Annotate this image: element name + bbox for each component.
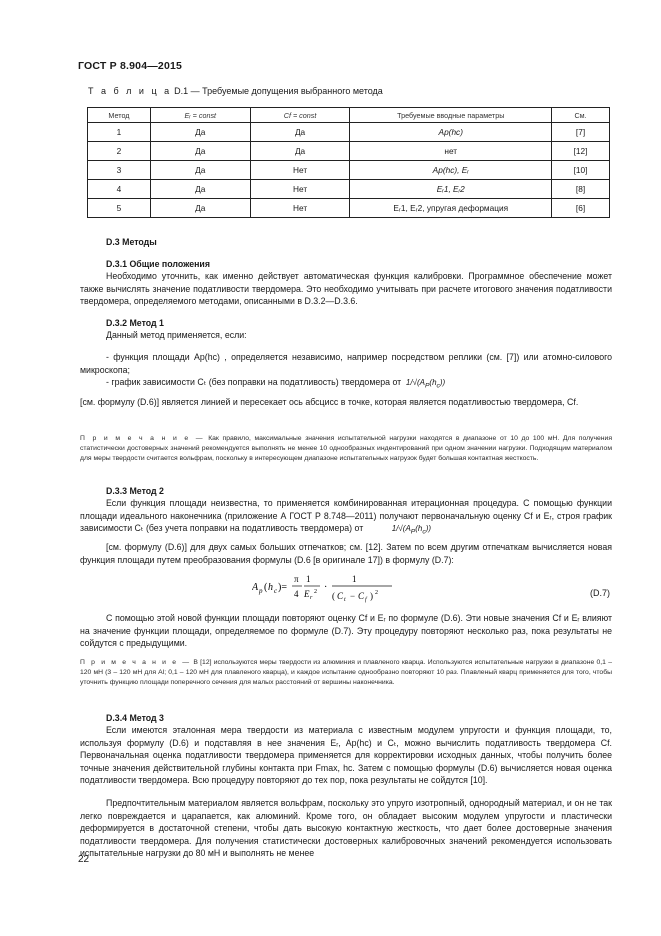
svg-text:π: π <box>294 574 299 584</box>
note-2 <box>80 658 612 689</box>
svg-text:t: t <box>344 597 346 603</box>
equation-d7-graphic <box>252 568 552 612</box>
svg-text:(: ( <box>264 582 268 593</box>
section-d34-title: D.3.4 Метод 3 <box>106 713 164 723</box>
svg-text:)=: )= <box>278 582 287 593</box>
cell: Да <box>250 123 350 142</box>
page-number: 22 <box>78 854 90 865</box>
section-d32-item1: - функция площади Ap(hc) , определяется независимо, например посредством реплики (см. [7]) или атомно-силового микроскопа; <box>80 352 612 375</box>
table-row <box>88 180 610 199</box>
table-row <box>88 142 610 161</box>
svg-text:2: 2 <box>375 590 378 596</box>
document-header: ГОСТ Р 8.904—2015 <box>78 60 183 72</box>
section-d32-title: D.3.2 Метод 1 <box>106 318 164 328</box>
table-header-row <box>88 108 610 123</box>
svg-text:c: c <box>274 587 278 595</box>
table-row <box>88 123 610 142</box>
svg-text:C: C <box>337 591 344 601</box>
section-d32-intro: Данный метод применяется, если: <box>106 330 247 340</box>
cell: Да <box>250 142 350 161</box>
svg-text:−: − <box>350 591 356 601</box>
header-method: Метод <box>88 108 151 123</box>
svg-text:4: 4 <box>294 589 299 599</box>
cell: [12] <box>552 142 610 161</box>
equation-number: (D.7) <box>590 588 610 598</box>
svg-text:C: C <box>358 591 365 601</box>
cell: 5 <box>88 199 151 218</box>
svg-text:1: 1 <box>352 574 357 584</box>
table-row <box>88 161 610 180</box>
cell: 1 <box>88 123 151 142</box>
section-d33-p2: [см. формулу (D.6)] для двух самых больших отпечатков; см. [12]. Затем по всем другим отпечаткам вычисляется новая функция площади путем преобразования формулы (D.6 [в оригинале 17]) в формулу (D.7): <box>80 542 612 565</box>
table-row <box>88 199 610 218</box>
svg-text:p: p <box>259 587 263 595</box>
cell: Ap(hc) <box>350 123 552 142</box>
note-text: Как правило, максимальные значения испытательной нагрузки находятся в диапазоне от 10 до 100 мН. Для получения статистически достоверных значений рекомендуется выполнять не менее 10 однообразных индентирований при одном значении нагрузки. Подходящим материалом для меры твердости считается вольфрам, поскольку в интересующем диапазоне испытательных нагрузок будет большая контактная жесткость. <box>80 435 613 463</box>
sqrt-fraction-formula: $1/√(A_P(h_c))$ <box>403 378 446 390</box>
cell: Eᵣ1, Eᵣ2, упругая деформация <box>350 199 552 218</box>
cell: [8] <box>552 180 610 199</box>
section-d33-p1 <box>80 497 612 539</box>
cell: [6] <box>552 199 610 218</box>
sqrt-fraction-formula: $1/√(A_P(h_c))$ <box>391 524 432 536</box>
cell: Да <box>150 142 250 161</box>
cell: 2 <box>88 142 151 161</box>
note-1 <box>80 434 612 465</box>
cell: Нет <box>250 180 350 199</box>
cell: Нет <box>250 199 350 218</box>
header-er-const: Eᵣ = const <box>150 108 250 123</box>
svg-text:r: r <box>310 595 313 601</box>
svg-text:(: ( <box>332 591 335 601</box>
svg-text:1: 1 <box>306 574 311 584</box>
cell: 4 <box>88 180 151 199</box>
cell: Ap(hc), Eᵣ <box>350 161 552 180</box>
section-d34-p2: Предпочтительным материалом является вольфрам, поскольку это упруго изотропный, однородный материал, и он не так легко повреждается и царапается, как алюминий. Кроме того, он обладает высоким модулем упругости и пластически деформируется в достаточной степени, чтобы дать высокую контактную жесткость, что дает более достоверные значения податливости твердомера. Для получения статистически достоверных калибровочных значений рекомендуется использовать испытательные нагрузки до 80 мН и выполнять не менее <box>80 798 612 858</box>
section-d33-title: D.3.3 Метод 2 <box>106 486 164 496</box>
note-label: П р и м е ч а н и е — <box>80 435 205 442</box>
svg-text:f: f <box>365 597 367 603</box>
svg-text:E: E <box>304 589 310 599</box>
cell: Да <box>150 199 250 218</box>
svg-text:h: h <box>268 582 273 593</box>
cell: [10] <box>552 161 610 180</box>
svg-text:): ) <box>370 591 373 601</box>
p1-text: Если функция площади неизвестна, то применяется комбинированная итерационная процедура. С помощью функции площади идеального наконечника (приложение А ГОСТ Р 8.748—2011) получают первоначальную оценку Cf и Eᵣ, строя график зависимости Cₜ (без учета поправки на податливость твердомера) от <box>80 498 612 533</box>
cell: Да <box>150 123 250 142</box>
cell: 3 <box>88 161 151 180</box>
cell: Нет <box>250 161 350 180</box>
section-d31-title: D.3.1 Общие положения <box>106 259 210 269</box>
header-inputs: Требуемые вводные параметры <box>350 108 552 123</box>
table-caption <box>88 86 383 96</box>
svg-text:A: A <box>252 582 259 593</box>
svg-text:·: · <box>324 582 328 593</box>
header-ref: См. <box>552 108 610 123</box>
cell: [7] <box>552 123 610 142</box>
svg-text:2: 2 <box>314 589 317 595</box>
section-d31-text: Необходимо уточнить, как именно действует автоматическая функция калибровки. Программное обеспечение может также вычислять значение податливости твердомера. Это необходимо учитывать при расчете итогового значения податливости твердомера, определяемого методами, описанными в D.3.2—D.3.6. <box>80 271 612 306</box>
equation-d7 <box>252 568 552 614</box>
table-caption-label: Т а б л и ц а <box>88 86 172 96</box>
cell: нет <box>350 142 552 161</box>
section-d32-item2-a <box>106 376 445 393</box>
section-d32-item2-b: [см. формулу (D.6)] является линией и пересекает ось абсцисс в точке, которая является податливостью твердомера, Cf. <box>80 397 579 407</box>
note-text: В [12] используются меры твердости из алюминия и плавленого кварца. Используются испытательные нагрузки в диапазоне 0,1 – 120 мН (3 – 120 мН для Al; 0,1 – 120 мН для плавленого кварца), и каждое испытание однообразно повторяют 10 раз. Плавленый кварц применяется для того, чтобы уточнить функцию площади поперечного сечения для малых расстояний от вершины наконечника. <box>80 659 613 687</box>
assumptions-table <box>87 107 610 218</box>
section-d34-p1: Если имеются эталонная мера твердости из материала с известным модулем упругости и функция площади, то, используя формулу (D.6) и подставляя в нее значения Eᵣ, Ap(hc) и Cₜ, можно вычислить податливость твердомера Cf. Первоначальная оценка податливости твердомера применяется для корректировки исходных данных, чтобы получить более точные значения действительной глубины контакта при Fmax, hc. Затем с помощью формулы (D.6) вычисляется новая оценка податливости твердомера. Всю процедуру повторяют до тех пор, пока результаты не сойдутся [10]. <box>80 725 612 785</box>
table-caption-text: D.1 — Требуемые допущения выбранного метода <box>174 86 383 96</box>
header-cf-const: Cf = const <box>250 108 350 123</box>
cell: Eᵣ1, Eᵣ2 <box>350 180 552 199</box>
item2-text: - график зависимости Cₜ (без поправки на податливость) твердомера от <box>106 377 402 387</box>
cell: Да <box>150 180 250 199</box>
note-label: П р и м е ч а н и е — <box>80 659 192 666</box>
cell: Да <box>150 161 250 180</box>
section-d33-p3: С помощью этой новой функции площади повторяют оценку Cf и Eᵣ по формуле (D.6). Эти новые значения Cf и Eᵣ влияют на значение функции площади, определяемое по формуле (D.7). Эту процедуру повторяют несколько раз, пока результаты не сойдутся с предыдущими. <box>80 613 612 648</box>
section-d3-title: D.3 Методы <box>106 237 157 247</box>
